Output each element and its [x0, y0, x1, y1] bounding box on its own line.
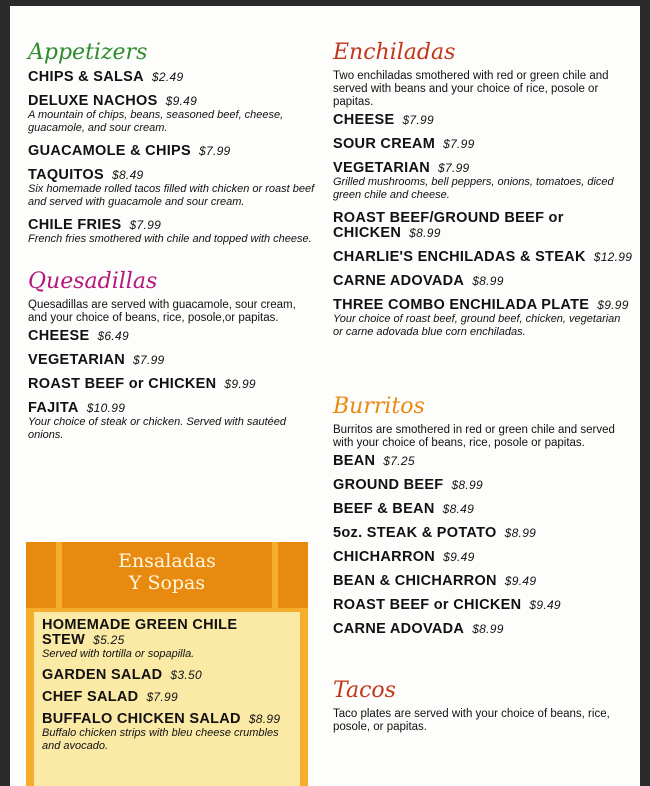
menu-item [333, 598, 633, 613]
menu-item-name [333, 526, 633, 541]
appetizers-list [28, 70, 318, 246]
item-name: DELUXE NACHOS [28, 93, 158, 109]
item-price: $9.49 [443, 550, 475, 564]
item-description: French fries smothered with chile and topped with cheese. [28, 233, 312, 245]
item-price: $10.99 [86, 401, 126, 415]
item-name: CHICHARRON [333, 549, 436, 565]
menu-item [333, 478, 633, 493]
item-name: HOMEMADE GREEN CHILE STEW [42, 617, 238, 648]
menu-item [28, 168, 318, 209]
menu-item-name [333, 454, 633, 469]
burritos-intro: Burritos are smothered in red or green chile and served with your choice of beans, rice, posole or papitas. [333, 424, 615, 449]
menu-item [333, 250, 633, 265]
item-name: 5oz. STEAK & POTATO [333, 525, 497, 541]
menu-item-name [333, 137, 633, 152]
item-name: SOUR CREAM [333, 136, 436, 152]
item-price: $12.99 [593, 250, 633, 264]
item-name: GROUND BEEF [333, 477, 444, 493]
menu-item-name [28, 144, 318, 159]
menu-item-name [333, 211, 633, 241]
item-price: $7.99 [438, 161, 470, 175]
menu-item [28, 218, 318, 246]
item-name: CHILE FRIES [28, 217, 122, 233]
item-description: A mountain of chips, beans, seasoned beef, cheese, guacamole, and sour cream. [28, 109, 284, 134]
menu-item-name [333, 250, 633, 265]
item-name: CHEESE [28, 328, 90, 344]
item-price: $8.99 [472, 274, 504, 288]
quesadillas-intro: Quesadillas are served with guacamole, sour cream, and your choice of beans, rice, posole,or papitas. [28, 299, 296, 324]
tacos-intro: Taco plates are served with your choice of beans, rice, posole, or papitas. [333, 708, 610, 733]
item-price: $8.49 [111, 168, 144, 182]
menu-item-name [28, 401, 318, 416]
item-name: GUACAMOLE & CHIPS [28, 143, 191, 159]
menu-item [333, 211, 633, 241]
menu-item-name [333, 478, 633, 493]
menu-item-name [333, 622, 633, 637]
menu-item [28, 70, 318, 85]
ensaladas-title-line1: Ensaladas [118, 550, 216, 572]
item-name: BEAN & CHICHARRON [333, 573, 497, 589]
menu-item [333, 502, 633, 517]
item-price: $8.49 [442, 502, 475, 516]
item-name: ROAST BEEF or CHICKEN [28, 376, 217, 392]
enchiladas-list [333, 113, 633, 339]
menu-item-name [28, 94, 318, 109]
menu-item [333, 526, 633, 541]
menu-item [333, 137, 633, 152]
item-description: Your choice of roast beef, ground beef, chicken, vegetarian or carne adovada blue corn enchiladas. [333, 313, 621, 338]
menu-item [333, 298, 633, 339]
item-price: $7.99 [443, 137, 475, 151]
item-name: BEAN [333, 453, 376, 469]
burritos-heading: Burritos [333, 394, 425, 419]
ensaladas-heading [26, 550, 308, 594]
item-price: $7.99 [129, 218, 162, 232]
menu-item [28, 329, 318, 344]
menu-item-name [42, 690, 292, 705]
menu-item [333, 113, 633, 128]
item-name: ROAST BEEF/GROUND BEEF or CHICKEN [333, 210, 564, 241]
menu-item-name [333, 298, 633, 313]
item-name: CARNE ADOVADA [333, 273, 465, 289]
menu-item-name [333, 113, 633, 128]
menu-item [333, 454, 633, 469]
menu-item-name [28, 218, 318, 233]
menu-item [333, 622, 633, 637]
appetizers-heading: Appetizers [28, 40, 148, 65]
item-name: TAQUITOS [28, 167, 104, 183]
menu-item [333, 274, 633, 289]
menu-item-name [333, 502, 633, 517]
menu-item [28, 144, 318, 159]
tacos-heading: Tacos [333, 678, 396, 703]
ensaladas-box [26, 542, 308, 786]
menu-item-name [42, 618, 292, 648]
menu-item [28, 377, 318, 392]
ensaladas-body [34, 612, 300, 786]
item-name: CHIPS & SALSA [28, 69, 144, 85]
menu-item-name [333, 574, 633, 589]
item-description: Your choice of steak or chicken. Served with sautéed onions. [28, 416, 287, 441]
item-price: $7.99 [199, 144, 231, 158]
menu-item-name [28, 168, 318, 183]
item-description: Served with tortilla or sopapilla. [42, 648, 195, 660]
menu-item-name [28, 377, 318, 392]
item-description: Six homemade rolled tacos filled with chicken or roast beef and served with guacamole and sour cream. [28, 183, 315, 208]
menu-item-name [28, 70, 318, 85]
item-price: $9.49 [529, 598, 561, 612]
item-price: $9.49 [504, 574, 537, 588]
item-name: ROAST BEEF or CHICKEN [333, 597, 522, 613]
item-description: Buffalo chicken strips with bleu cheese crumbles and avocado. [42, 727, 279, 752]
item-name: CARNE ADOVADA [333, 621, 465, 637]
menu-item [28, 353, 318, 368]
ensaladas-title-line2: Y Sopas [128, 572, 206, 594]
item-name: CHARLIE'S ENCHILADAS & STEAK [333, 249, 586, 265]
menu-item [333, 161, 633, 202]
item-price: $8.99 [248, 712, 281, 726]
item-price: $9.99 [597, 298, 629, 312]
item-price: $3.50 [170, 668, 202, 682]
item-name: BEEF & BEAN [333, 501, 435, 517]
menu-item [333, 550, 633, 565]
menu-item-name [333, 598, 633, 613]
menu-item-name [333, 550, 633, 565]
item-price: $8.99 [472, 622, 504, 636]
ensaladas-header [26, 542, 308, 608]
quesadillas-heading: Quesadillas [28, 269, 158, 294]
item-price: $9.49 [165, 94, 198, 108]
menu-item [42, 690, 292, 705]
burritos-list [333, 454, 633, 637]
menu-item-name [28, 329, 318, 344]
item-name: CHEF SALAD [42, 689, 139, 705]
item-price: $7.99 [146, 690, 178, 704]
item-name: FAJITA [28, 400, 79, 416]
item-name: VEGETARIAN [333, 160, 430, 176]
item-price: $7.99 [133, 353, 165, 367]
item-price: $7.99 [402, 113, 434, 127]
menu-item [42, 618, 292, 661]
menu-item [28, 401, 318, 442]
item-price: $9.99 [224, 377, 256, 391]
menu-item [28, 94, 318, 135]
ensaladas-list [42, 618, 292, 753]
item-name: THREE COMBO ENCHILADA PLATE [333, 297, 590, 313]
item-price: $8.99 [451, 478, 483, 492]
quesadillas-list [28, 329, 318, 442]
enchiladas-heading: Enchiladas [333, 40, 456, 65]
item-price: $8.99 [504, 526, 537, 540]
item-description: Grilled mushrooms, bell peppers, onions, tomatoes, diced green chile and cheese. [333, 176, 614, 201]
menu-item-name [42, 712, 292, 727]
item-name: CHEESE [333, 112, 395, 128]
menu-item-name [42, 668, 292, 683]
menu-item [333, 574, 633, 589]
menu-page [10, 6, 640, 786]
item-name: VEGETARIAN [28, 352, 125, 368]
item-name: BUFFALO CHICKEN SALAD [42, 711, 241, 727]
item-price: $7.25 [383, 454, 415, 468]
menu-item-name [333, 274, 633, 289]
enchiladas-intro: Two enchiladas smothered with red or green chile and served with beans and your choice of rice, posole or papitas. [333, 70, 609, 108]
item-price: $8.99 [409, 226, 441, 240]
left-column [28, 40, 318, 451]
item-price: $5.25 [93, 633, 125, 647]
menu-item-name [333, 161, 633, 176]
item-price: $2.49 [151, 70, 184, 84]
item-name: GARDEN SALAD [42, 667, 163, 683]
menu-item [42, 712, 292, 753]
menu-item [42, 668, 292, 683]
menu-item-name [28, 353, 318, 368]
item-price: $6.49 [97, 329, 129, 343]
right-column [333, 40, 633, 738]
